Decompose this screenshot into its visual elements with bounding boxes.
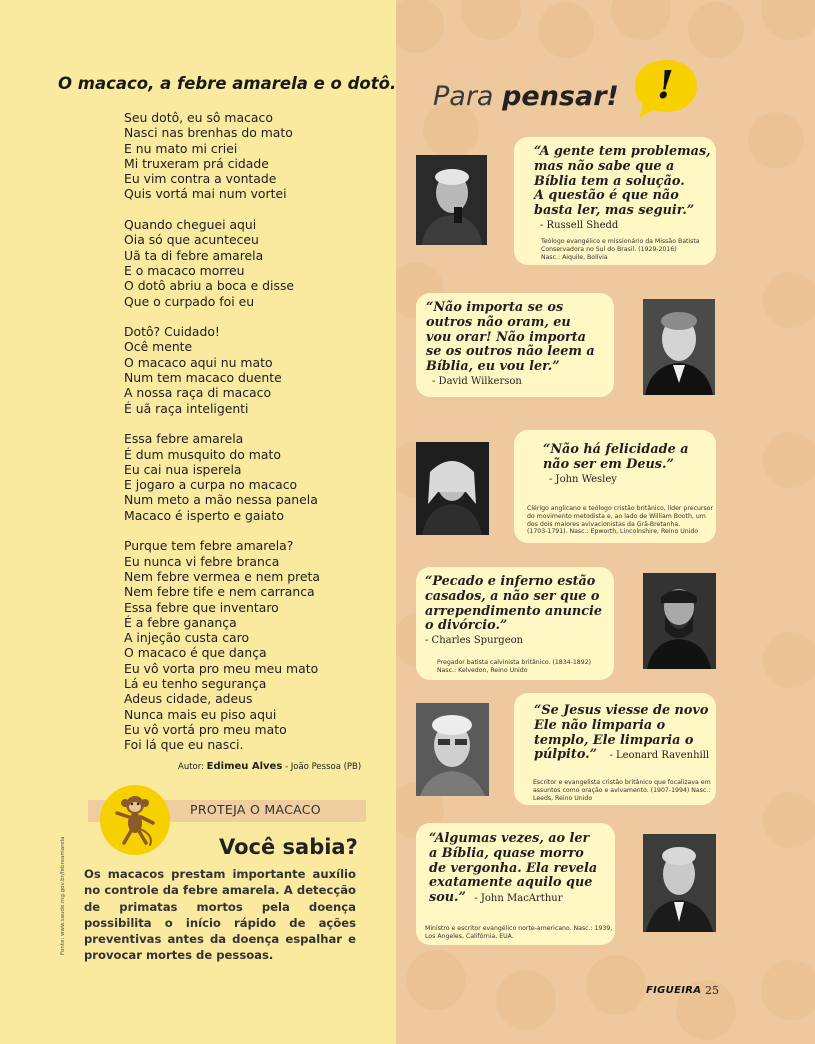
- quote-line: “Se Jesus viesse de novo: [534, 703, 709, 718]
- author-name: Edimeu Alves: [206, 761, 283, 772]
- quote-author: - David Wilkerson: [432, 375, 522, 387]
- poem-line: Eu vô vortá pro meu mato: [124, 721, 287, 737]
- poem-line: Eu vô vorta pro meu meu mato: [124, 660, 319, 676]
- quote-text-1: [534, 145, 711, 234]
- quote-author: - John Wesley: [549, 473, 617, 485]
- quote-line: “Não há felicidade a: [543, 442, 689, 457]
- quote-author: - Charles Spurgeon: [425, 635, 524, 647]
- poem-line: A injeção custa caro: [124, 630, 250, 646]
- bio-line: Nasc.: Kelvedon, Reino Unido: [437, 666, 528, 674]
- poem-line: Lá eu tenho segurança: [124, 675, 267, 691]
- poem-line: Nunca mais eu piso aqui: [124, 706, 277, 722]
- quote-line: exatamente aquilo que: [429, 875, 593, 891]
- quote-line: “Algumas vezes, ao ler: [429, 831, 590, 846]
- quote-author: - John MacArthur: [474, 893, 563, 905]
- poem-line: O dotô abriu a boca e disse: [124, 278, 295, 294]
- quote-line: “Pecado e inferno estão: [425, 574, 596, 589]
- poem-line: Ocê mente: [124, 339, 193, 355]
- quote-text-4: [425, 575, 602, 649]
- page-number: 25: [705, 984, 719, 997]
- quote-line: Bíblia, eu vou ler.”: [426, 359, 560, 375]
- bio-line: Leeds, Reino Unido: [533, 794, 593, 802]
- poem-line: Dotô? Cuidado!: [124, 324, 220, 340]
- portrait-john-macarthur: [643, 834, 716, 932]
- poem-stanza: [124, 217, 384, 309]
- quote-line: não ser em Deus.”: [543, 456, 674, 472]
- poem-line: Uã ta di febre amarela: [124, 247, 264, 263]
- quote-line: se os outros não leem a: [426, 344, 595, 360]
- quote-line: Bíblia tem a solução.: [534, 173, 685, 189]
- poem-line: Num tem macaco duente: [124, 370, 282, 386]
- monkey-icon: [100, 785, 170, 855]
- bio-line: Nasc.: Aiquile, Bolívia: [541, 253, 608, 261]
- quote-text-6: [429, 832, 597, 907]
- section-title-bold: pensar!: [502, 81, 619, 112]
- portrait-david-wilkerson: [643, 299, 715, 395]
- section-title-prefix: Para: [433, 81, 503, 112]
- bio-line: dos dois maiores avivacionistas da Grã-Bretanha.: [527, 520, 681, 528]
- quote-line: templo, Ele limparia o: [534, 732, 694, 748]
- poem-line: Oia só que acunteceu: [124, 232, 259, 248]
- quote-bio-4: [437, 659, 591, 675]
- poem-line: Num meto a mão nessa panela: [124, 492, 318, 508]
- quote-line: “A gente tem problemas,: [534, 144, 711, 159]
- bio-line: Escritor e evangelista cristão britânico que focalizava em: [533, 779, 711, 786]
- poem-stanza: [124, 431, 384, 523]
- quote-line: casados, a não ser que o: [425, 588, 600, 604]
- poem-line: Nem febre vermea e nem preta: [124, 568, 320, 584]
- poem-line: Essa febre que inventaro: [124, 599, 279, 615]
- portrait-leonard-ravenhill: [416, 703, 489, 796]
- poem-stanza: [124, 324, 384, 416]
- bio-line: Ministro e escritor evangélico norte-americano. Nasc.: 1939,: [425, 925, 613, 932]
- exclamation-mark: !: [657, 62, 674, 107]
- poem-line: Nasci nas brenhas do mato: [124, 125, 293, 141]
- poem-line: E o macaco morreu: [124, 262, 245, 278]
- did-you-know-heading: Você sabia?: [219, 835, 358, 859]
- quote-line: Ele não limparia o: [534, 717, 666, 733]
- poem-line: É dum musquito do mato: [124, 446, 281, 462]
- poem-line: Que o curpado foi eu: [124, 293, 255, 309]
- poem-line: Eu vim contra a vontade: [124, 171, 277, 187]
- poem-author: [178, 761, 361, 772]
- poem-line: O macaco é que dança: [124, 645, 267, 661]
- quote-author: - Russell Shedd: [540, 219, 619, 231]
- quote-line: sou.”: [429, 890, 466, 906]
- poem-line: Mi truxeram prá cidade: [124, 155, 269, 171]
- quote-line: arrependimento anuncie: [425, 603, 603, 619]
- quote-line: o divórcio.”: [425, 618, 508, 634]
- bio-line: Clérigo anglicano e teólogo cristão britânico, líder precursor: [527, 505, 713, 512]
- poem-line: Essa febre amarela: [124, 431, 244, 447]
- poem-line: E jogaro a curpa no macaco: [124, 477, 298, 493]
- poem-line: Adeus cidade, adeus: [124, 691, 253, 707]
- poem-line: Seu dotô, eu sô macaco: [124, 110, 273, 125]
- poem-stanza: [124, 110, 384, 202]
- poem-stanza: [124, 538, 384, 752]
- portrait-charles-spurgeon: [643, 573, 716, 669]
- poem-line: É a febre ganança: [124, 614, 237, 630]
- poem-line: Purque tem febre amarela?: [124, 538, 294, 554]
- poem-line: Nem febre tife e nem carranca: [124, 584, 315, 600]
- magazine-logo: FIGUEIRA: [646, 985, 702, 996]
- quote-bio-5: [533, 779, 711, 802]
- poem-line: Eu cai nua isperela: [124, 461, 242, 477]
- quote-line: outros não oram, eu: [426, 314, 571, 330]
- bio-line: (1703-1791). Nasc.: Epworth, Lincolnshire, Reino Unido: [527, 528, 699, 536]
- exclamation-bubble-icon: [633, 58, 699, 124]
- protect-banner-text: PROTEJA O MACACO: [190, 802, 321, 817]
- did-you-know-text: Os macacos prestam importante auxílio no controle da febre amarela. A detecção de primatas mortos pela doença possibilita o início rápido de ações preventivas antes da doença espalhar e provocar mortes de pessoas.: [84, 867, 356, 963]
- author-prefix: Autor:: [178, 762, 207, 772]
- bio-line: Teólogo evangélico e missionário da Missão Batista: [541, 238, 700, 245]
- quote-line: de vergonha. Ela revela: [429, 860, 598, 876]
- bio-line: do movimento metodista e, ao lado de William Booth, um: [527, 512, 706, 520]
- quote-line: a Bíblia, quase morro: [429, 845, 584, 861]
- poem-line: E nu mato mi criei: [124, 140, 238, 156]
- source-note: Fonte: www.saude.mg.gov.br/febreamarela: [60, 836, 66, 955]
- bio-line: Los Angeles, Califórnia, EUA.: [425, 932, 514, 940]
- quote-line: “Não importa se os: [426, 300, 564, 315]
- quote-text-2: [426, 301, 595, 390]
- poem-line: Quando cheguei aqui: [124, 217, 257, 233]
- author-place: - João Pessoa (PB): [282, 762, 362, 772]
- poem-title: O macaco, a febre amarela e o dotô.: [58, 74, 396, 93]
- poem-line: Macaco é isperto e gaiato: [124, 507, 284, 523]
- left-column: [0, 0, 396, 1044]
- poem-line: Foi lá que eu nasci.: [124, 737, 244, 753]
- quote-bio-1: [541, 238, 700, 261]
- quote-author: - Leonard Ravenhill: [609, 750, 710, 762]
- poem-line: O macaco aqui nu mato: [124, 354, 273, 370]
- quote-text-5: [534, 704, 709, 764]
- quote-line: púlpito.”: [534, 747, 597, 763]
- bio-line: Conservadora no Sul do Brasil. (1929-2016): [541, 245, 677, 253]
- poem-line: É uã raça inteligenti: [124, 400, 249, 416]
- poem-line: Quis vortá mai num vortei: [124, 186, 287, 202]
- quote-text-3: [543, 443, 689, 487]
- poem-body: [124, 110, 384, 768]
- portrait-russell-shedd: [416, 155, 487, 245]
- quote-bio-3: [527, 505, 713, 536]
- quote-line: basta ler, mas seguir.”: [534, 203, 695, 219]
- poem-line: Eu nunca vi febre branca: [124, 553, 280, 569]
- quote-line: A questão é que não: [534, 188, 679, 204]
- bio-line: Pregador batista calvinista britânico. (1834-1892): [437, 659, 592, 666]
- quote-bio-6: [425, 925, 612, 941]
- quote-line: vou orar! Não importa: [426, 329, 586, 345]
- quote-line: mas não sabe que a: [534, 158, 675, 174]
- poem-line: A nossa raça di macaco: [124, 385, 272, 401]
- portrait-john-wesley: [416, 442, 489, 535]
- section-title: [433, 81, 619, 112]
- bio-line: assuntos como oração e avivamento. (1907-1994) Nasc.:: [533, 786, 711, 794]
